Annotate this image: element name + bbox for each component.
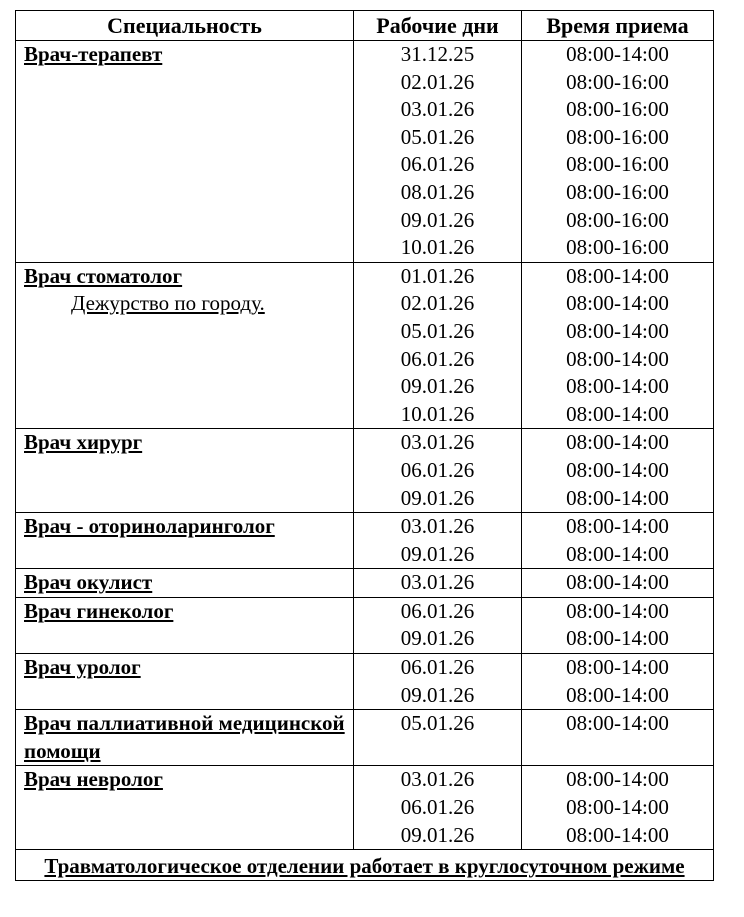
working-day: 02.01.26 xyxy=(400,69,475,94)
reception-hours: 08:00-14:00 xyxy=(566,346,669,371)
working-day: 09.01.26 xyxy=(400,682,475,707)
header-specialty: Специальность xyxy=(16,11,354,41)
reception-hours: 08:00-14:00 xyxy=(566,318,669,343)
reception-hours: 08:00-14:00 xyxy=(566,767,669,792)
specialty-name: Врач-терапевт xyxy=(24,42,163,66)
specialty-name: Врач гинеколог xyxy=(24,598,174,623)
working-day: 03.01.26 xyxy=(400,514,475,539)
reception-hours: 08:00-14:00 xyxy=(566,401,669,426)
working-day: 01.01.26 xyxy=(400,263,475,288)
working-days-cell xyxy=(354,262,522,429)
schedule-row xyxy=(16,429,714,513)
header-reception-hours: Время приема xyxy=(522,11,714,41)
schedule-row xyxy=(16,597,714,653)
reception-hours: 08:00-14:00 xyxy=(566,42,669,66)
reception-hours: 08:00-14:00 xyxy=(566,374,669,399)
working-day: 05.01.26 xyxy=(400,318,475,343)
working-day: 09.01.26 xyxy=(400,626,475,651)
working-day: 06.01.26 xyxy=(400,598,475,623)
reception-hours-cell xyxy=(522,569,714,598)
header-row xyxy=(16,11,714,41)
working-day: 10.01.26 xyxy=(400,235,475,260)
working-days-cell xyxy=(354,429,522,513)
working-day: 31.12.25 xyxy=(400,42,475,66)
schedule-table xyxy=(15,10,714,881)
specialty-cell xyxy=(16,569,354,598)
specialty-note: Дежурство по городу. xyxy=(71,291,265,316)
reception-hours-cell xyxy=(522,710,714,766)
specialty-cell xyxy=(16,41,354,263)
working-day: 06.01.26 xyxy=(400,795,475,820)
reception-hours: 08:00-14:00 xyxy=(566,541,669,566)
reception-hours: 08:00-16:00 xyxy=(566,179,669,204)
reception-hours: 08:00-14:00 xyxy=(566,822,669,847)
working-day: 10.01.26 xyxy=(400,401,475,426)
reception-hours: 08:00-14:00 xyxy=(566,570,669,595)
working-day: 09.01.26 xyxy=(400,374,475,399)
reception-hours: 08:00-14:00 xyxy=(566,682,669,707)
schedule-row xyxy=(16,766,714,850)
working-day: 09.01.26 xyxy=(400,541,475,566)
reception-hours: 08:00-14:00 xyxy=(566,626,669,651)
reception-hours-cell xyxy=(522,262,714,429)
working-day: 02.01.26 xyxy=(400,291,475,316)
working-days-cell xyxy=(354,513,522,569)
reception-hours-cell xyxy=(522,597,714,653)
working-day: 05.01.26 xyxy=(400,711,475,736)
schedule-row xyxy=(16,654,714,710)
reception-hours: 08:00-14:00 xyxy=(566,291,669,316)
reception-hours: 08:00-14:00 xyxy=(566,430,669,455)
specialty-name: Врач паллиативной медицинской помощи xyxy=(24,711,345,763)
reception-hours: 08:00-14:00 xyxy=(566,795,669,820)
reception-hours: 08:00-14:00 xyxy=(566,263,669,288)
working-day: 06.01.26 xyxy=(400,655,475,680)
working-days-cell xyxy=(354,41,522,263)
working-day: 09.01.26 xyxy=(400,485,475,510)
reception-hours: 08:00-14:00 xyxy=(566,514,669,539)
reception-hours-cell xyxy=(522,429,714,513)
specialty-name: Врач уролог xyxy=(24,655,141,680)
header-working-days: Рабочие дни xyxy=(354,11,522,41)
working-day: 05.01.26 xyxy=(400,124,475,149)
schedule-row xyxy=(16,513,714,569)
working-day: 06.01.26 xyxy=(400,457,475,482)
working-days-cell xyxy=(354,597,522,653)
reception-hours: 08:00-16:00 xyxy=(566,152,669,177)
working-day: 03.01.26 xyxy=(400,430,475,455)
reception-hours-cell xyxy=(522,513,714,569)
schedule-body xyxy=(16,41,714,850)
reception-hours-cell xyxy=(522,766,714,850)
specialty-cell xyxy=(16,262,354,429)
reception-hours: 08:00-14:00 xyxy=(566,598,669,623)
reception-hours: 08:00-14:00 xyxy=(566,711,669,736)
schedule-row xyxy=(16,262,714,429)
reception-hours-cell xyxy=(522,654,714,710)
specialty-cell xyxy=(16,654,354,710)
reception-hours: 08:00-16:00 xyxy=(566,235,669,260)
specialty-cell xyxy=(16,710,354,766)
specialty-cell xyxy=(16,766,354,850)
specialty-cell xyxy=(16,429,354,513)
schedule-row xyxy=(16,569,714,598)
reception-hours: 08:00-16:00 xyxy=(566,124,669,149)
schedule-row xyxy=(16,41,714,263)
specialty-name: Врач окулист xyxy=(24,570,153,595)
working-day: 06.01.26 xyxy=(400,152,475,177)
working-day: 08.01.26 xyxy=(400,179,475,204)
reception-hours-cell xyxy=(522,41,714,263)
working-day: 03.01.26 xyxy=(400,767,475,792)
working-day: 09.01.26 xyxy=(400,822,475,847)
working-day: 03.01.26 xyxy=(400,97,475,122)
working-days-cell xyxy=(354,710,522,766)
schedule-row xyxy=(16,710,714,766)
working-days-cell xyxy=(354,766,522,850)
footer-row xyxy=(16,850,714,881)
specialty-cell xyxy=(16,513,354,569)
reception-hours: 08:00-14:00 xyxy=(566,457,669,482)
reception-hours: 08:00-14:00 xyxy=(566,485,669,510)
working-days-cell xyxy=(354,654,522,710)
working-day: 09.01.26 xyxy=(400,207,475,232)
specialty-name: Врач хирург xyxy=(24,430,143,455)
specialty-cell xyxy=(16,597,354,653)
specialty-name: Врач стоматолог xyxy=(24,263,183,288)
reception-hours: 08:00-16:00 xyxy=(566,69,669,94)
reception-hours: 08:00-16:00 xyxy=(566,97,669,122)
working-day: 03.01.26 xyxy=(400,570,475,595)
working-day: 06.01.26 xyxy=(400,346,475,371)
specialty-name: Врач невролог xyxy=(24,767,163,792)
footer-note: Травматологическое отделении работает в круглосуточном режиме xyxy=(16,850,714,881)
working-days-cell xyxy=(354,569,522,598)
reception-hours: 08:00-14:00 xyxy=(566,655,669,680)
reception-hours: 08:00-16:00 xyxy=(566,207,669,232)
specialty-name: Врач - оториноларинголог xyxy=(24,514,275,539)
